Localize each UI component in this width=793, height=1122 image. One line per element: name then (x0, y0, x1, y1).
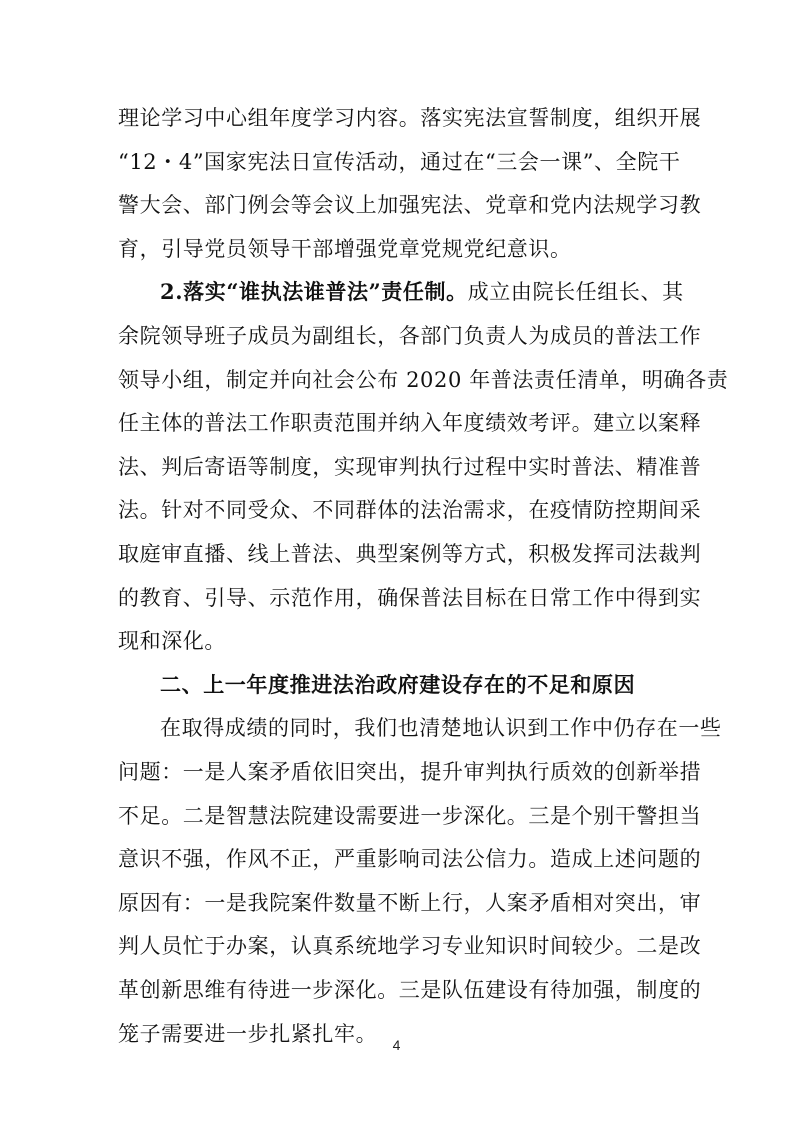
paragraph-line: 原因有：一是我院案件数量不断上行，人案矛盾相对突出，审 (118, 890, 702, 915)
paragraph-line: “12・4”国家宪法日宣传活动，通过在“三会一课”、全院干 (118, 149, 681, 174)
paragraph-line: 取庭审直播、线上普法、典型案例等方式，积极发挥司法裁判 (118, 542, 702, 566)
paragraph-line: 法、判后寄语等制度，实现审判执行过程中实时普法、精准普 (118, 454, 702, 479)
paragraph-line: 革创新思维有待进一步深化。三是队伍建设有待加强，制度的 (118, 978, 702, 1002)
paragraph-line: 领导小组，制定并向社会公布 2020 年普法责任清单，明确各责 (118, 367, 729, 392)
page-number: 4 (392, 1037, 401, 1053)
paragraph-line: 理论学习中心组年度学习内容。落实宪法宣誓制度，组织开展 (118, 106, 702, 130)
paragraph-line: 任主体的普法工作职责范围并纳入年度绩效考评。建立以案释 (118, 411, 702, 436)
paragraph-line: 法。针对不同受众、不同群体的法治需求，在疫情防控期间采 (118, 498, 702, 523)
paragraph-lead-rest: 成立由院长任组长、其 (467, 280, 684, 305)
paragraph-line: 笼子需要进一步扎紧扎牢。 (118, 1021, 378, 1046)
paragraph-line: 在取得成绩的同时，我们也清楚地认识到工作中仍存在一些 (160, 716, 722, 741)
paragraph-line: 的教育、引导、示范作用，确保普法目标在日常工作中得到实 (118, 585, 702, 610)
paragraph-lead-bold: 2.落实“谁执法谁普法”责任制。 (160, 279, 468, 305)
paragraph-line: 判人员忙于办案，认真系统地学习专业知识时间较少。二是改 (118, 934, 702, 959)
paragraph-line: 意识不强，作风不正，严重影响司法公信力。造成上述问题的 (118, 847, 702, 872)
paragraph-line: 警大会、部门例会等会议上加强宪法、党章和党内法规学习教 (118, 193, 702, 218)
paragraph-line: 育，引导党员领导干部增强党章党规党纪意识。 (118, 236, 572, 261)
paragraph-first-line (160, 278, 684, 306)
section-heading: 二、上一年度推进法治政府建设存在的不足和原因 (160, 672, 636, 697)
paragraph-line: 现和深化。 (118, 629, 226, 654)
paragraph-line: 余院领导班子成员为副组长，各部门负责人为成员的普法工作 (118, 324, 702, 348)
paragraph-line: 问题：一是人案矛盾依旧突出，提升审判执行质效的创新举措 (118, 760, 702, 784)
paragraph-line: 不足。二是智慧法院建设需要进一步深化。三是个别干警担当 (118, 803, 702, 828)
